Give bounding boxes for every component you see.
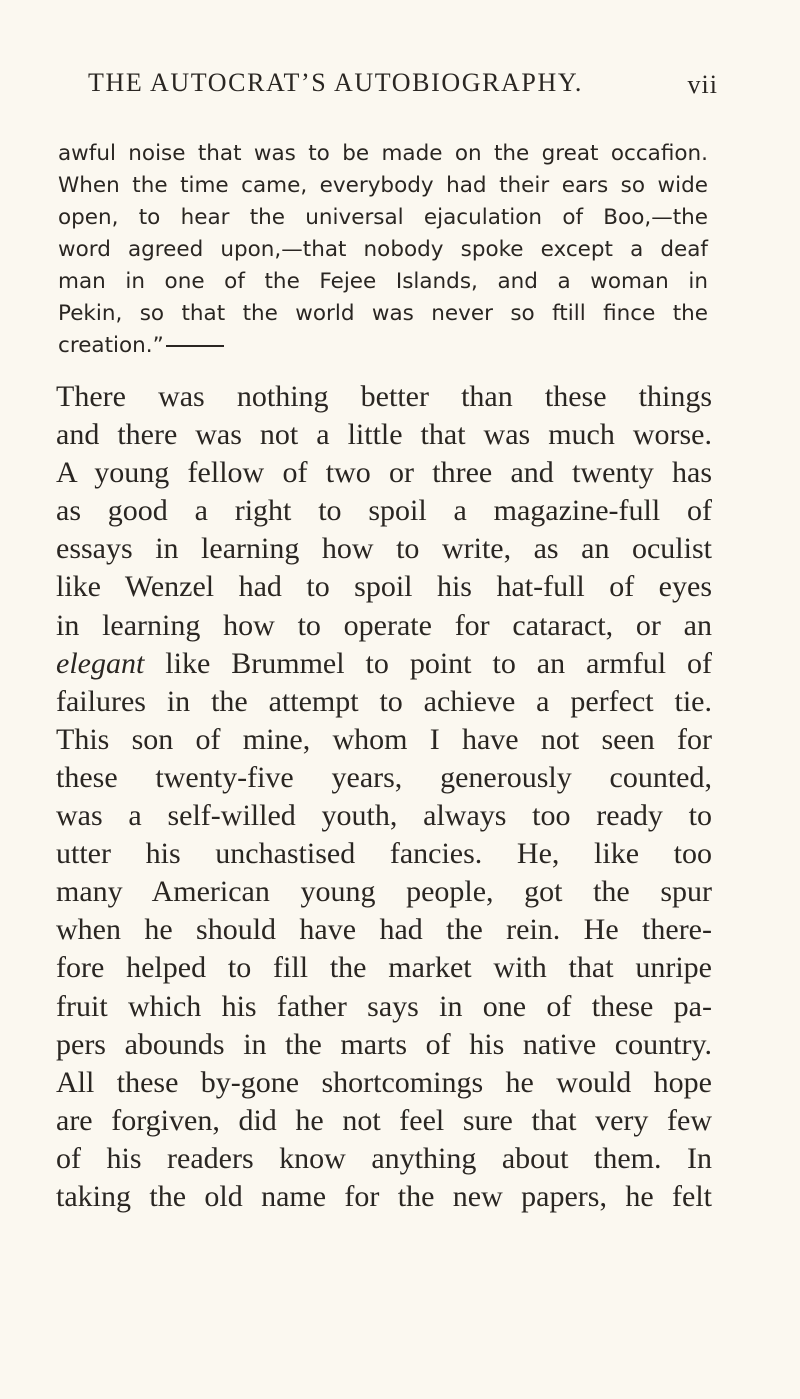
body-line: All these by-gone shortcomings he would hope	[56, 1065, 712, 1099]
body-line: essays in learning how to write, as an oculist	[56, 532, 712, 566]
italic-word: elegant	[56, 646, 145, 680]
body-line: pers abounds in the marts of his native country.	[56, 1027, 712, 1061]
running-head: THE AUTOCRAT’S AUTOBIOGRAPHY.	[88, 68, 583, 97]
body-line: and there was not a little that was much worse.	[56, 418, 712, 452]
body-line: utter his unchastised fancies. He, like too	[56, 837, 712, 871]
quote-last-line	[58, 330, 708, 362]
body-line: when he should have had the rein. He there-	[56, 913, 712, 947]
body-text	[56, 378, 712, 1216]
body-line: fruit which his father says in one of these pa-	[56, 989, 712, 1023]
body-line: many American young people, got the spur	[56, 875, 712, 909]
quote-line: Pekin, so that the world was never so ftill fince the	[58, 301, 708, 326]
quote-line: creation.”	[58, 333, 164, 358]
body-line-with-italic	[56, 645, 712, 683]
quote-line: open, to hear the universal ejaculation of Boo,—the	[58, 205, 708, 230]
body-line: was a self-willed youth, always too ready to	[56, 799, 712, 833]
body-line: fore helped to fill the market with that unripe	[56, 951, 712, 985]
page-header	[88, 68, 718, 108]
body-line: these twenty-five years, generously counted,	[56, 760, 712, 794]
body-line: as good a right to spoil a magazine-full of	[56, 494, 712, 528]
body-line: in learning how to operate for cataract, or an	[56, 608, 712, 642]
body-line: like Wenzel had to spoil his hat-full of eyes	[56, 570, 712, 604]
page-number: vii	[687, 70, 718, 99]
body-line: This son of mine, whom I have not seen for	[56, 722, 712, 756]
end-dash-rule	[166, 345, 224, 347]
quote-line: awful noise that was to be made on the great occafion.	[58, 141, 708, 166]
body-line: are forgiven, did he not feel sure that very few	[56, 1103, 712, 1137]
quote-line: When the time came, everybody had their ears so wide	[58, 173, 708, 198]
body-line-rest: like Brummel to point to an armful of	[165, 646, 713, 680]
quoted-passage	[58, 138, 708, 362]
body-line: of his readers know anything about them. In	[56, 1141, 712, 1175]
quote-line: word agreed upon,—that nobody spoke except a deaf	[58, 237, 708, 262]
body-line: A young fellow of two or three and twenty has	[56, 456, 712, 490]
body-line: failures in the attempt to achieve a perfect tie.	[56, 684, 712, 718]
quote-line: man in one of the Fejee Islands, and a woman in	[58, 269, 708, 294]
body-line: There was nothing better than these things	[56, 380, 712, 413]
body-line: taking the old name for the new papers, he felt	[56, 1179, 712, 1213]
